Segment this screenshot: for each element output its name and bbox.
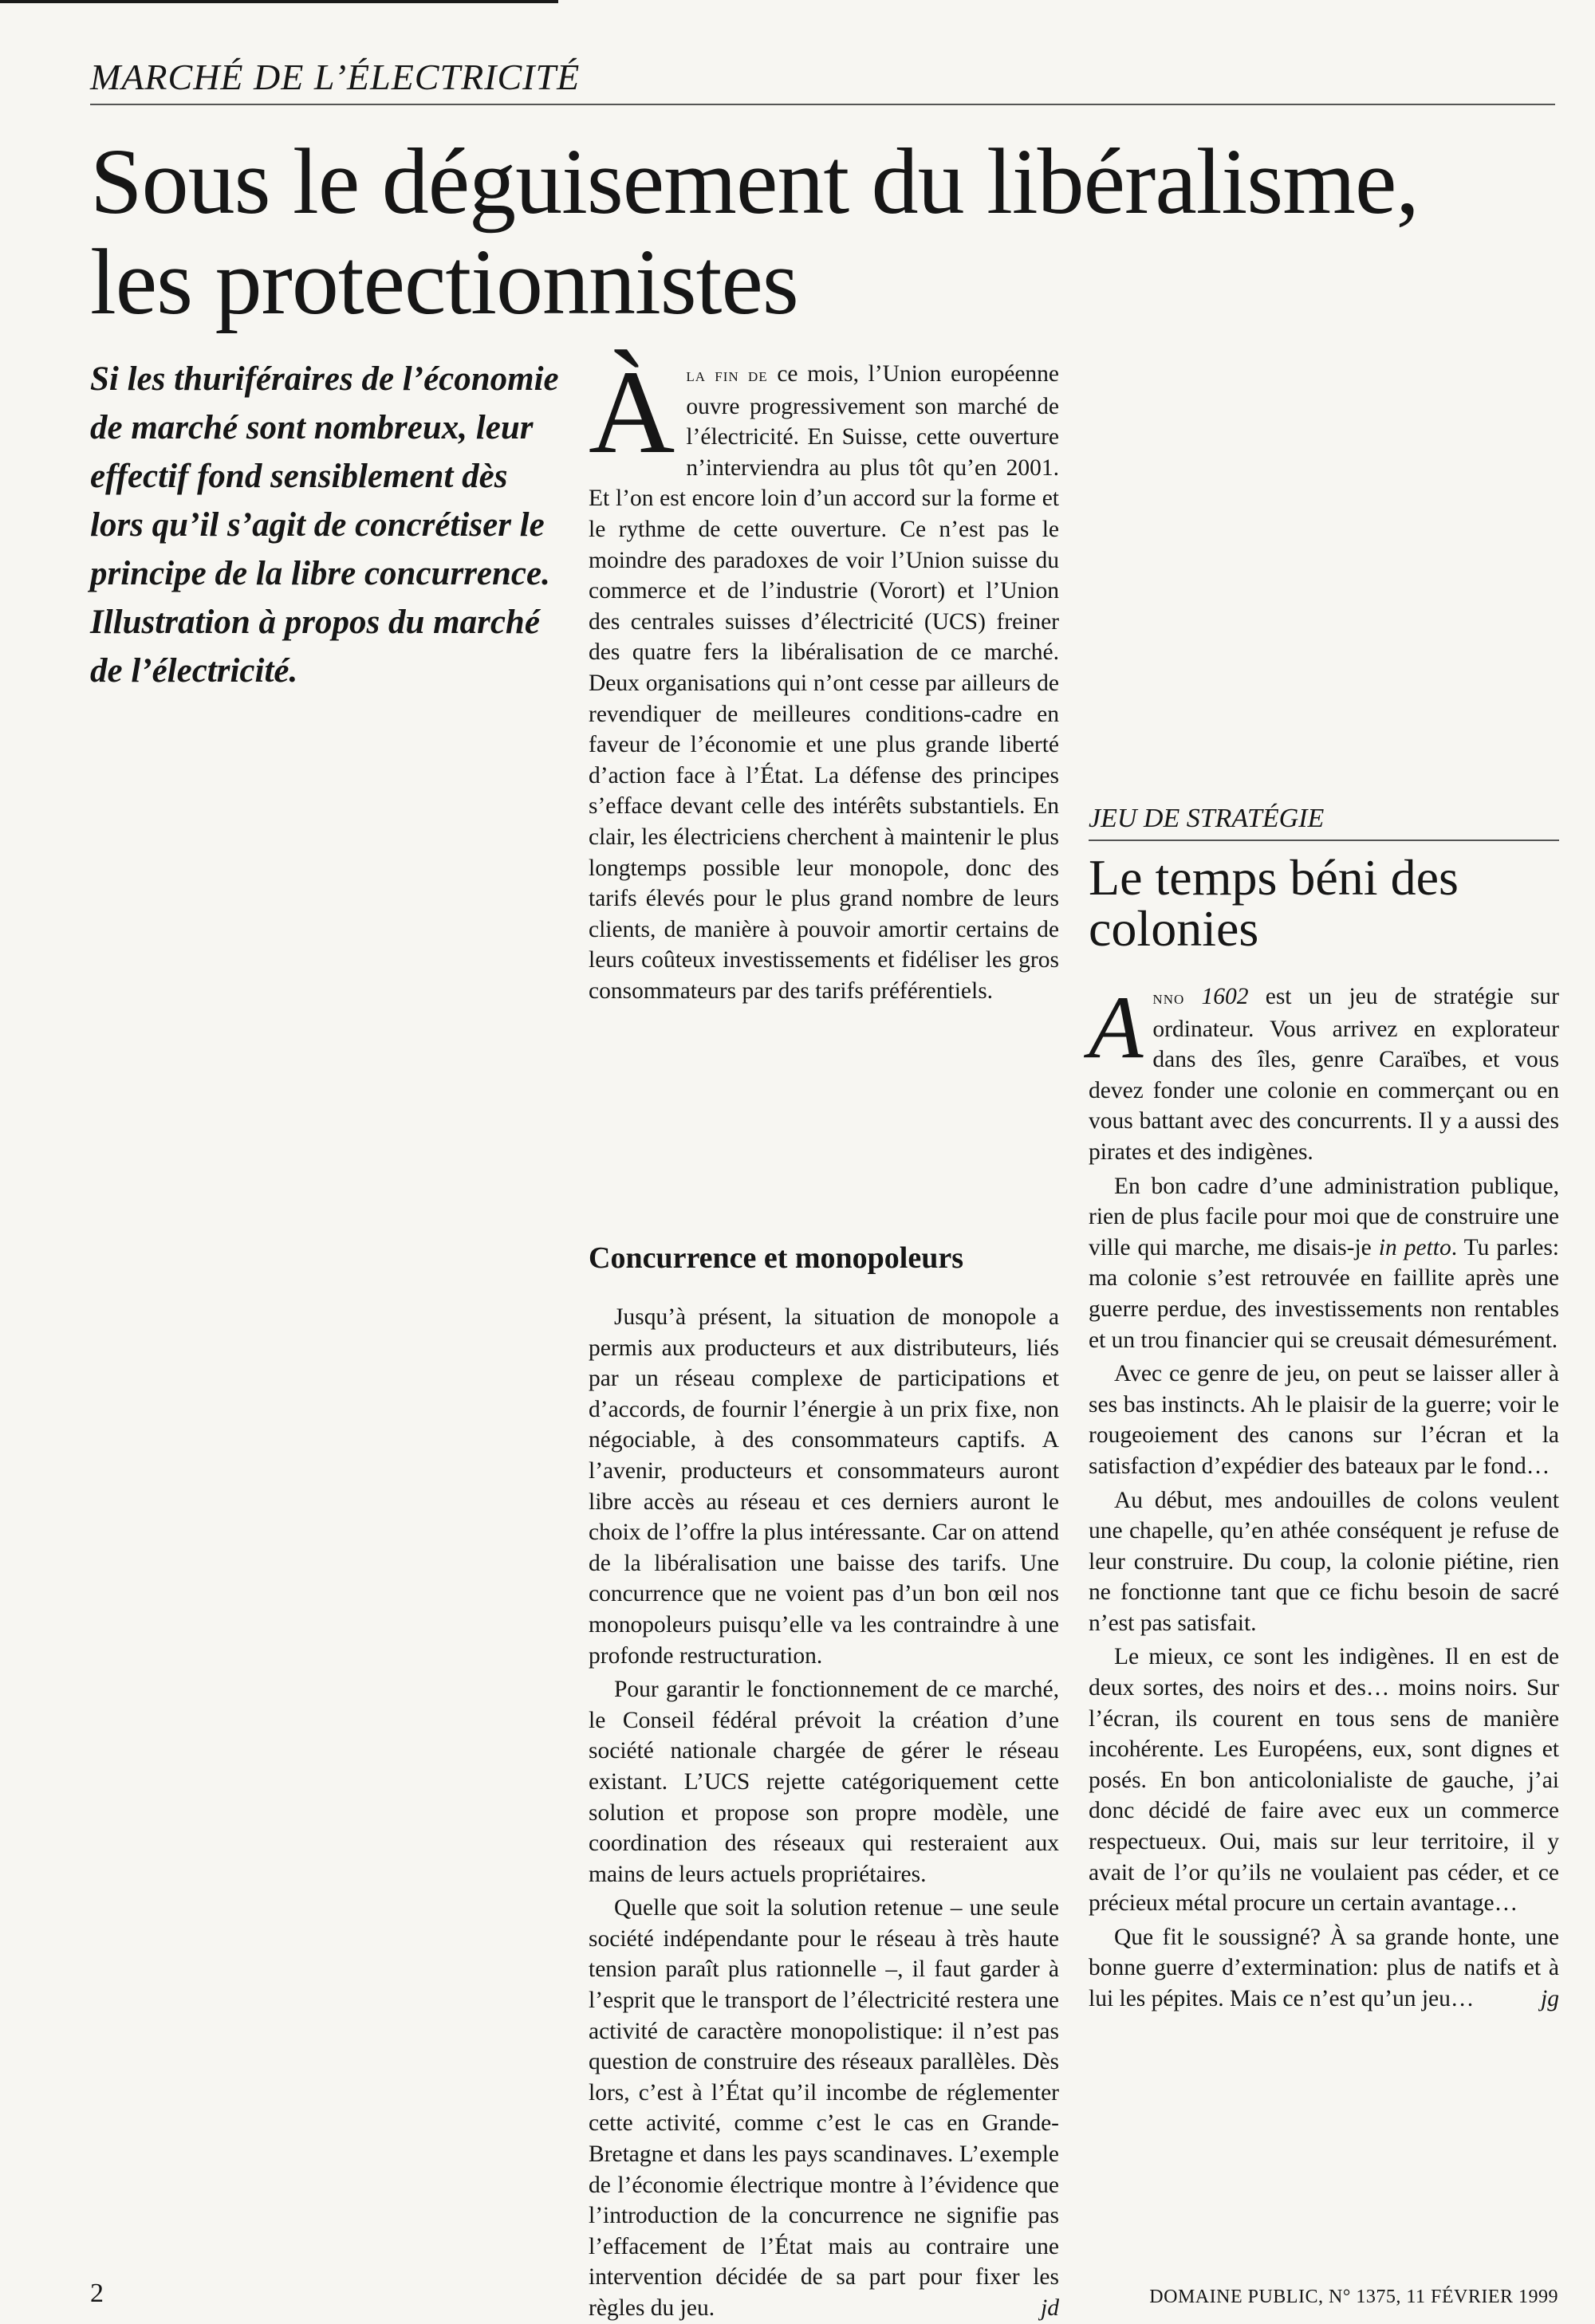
article2-title: Le temps béni des colonies [1089,849,1459,957]
headline-line-2: les protectionnistes [90,230,798,334]
article2-p6-text: Que fit le soussigné? À sa grande honte, une bonne guerre d’extermination: plus de natifs et à lui les pépites. Mais ce n’est qu’un jeu… [1089,1924,1559,2011]
section-kicker: MARCHÉ DE L’ÉLECTRICITÉ [90,56,1555,105]
article2-paragraph-5: Le mieux, ce sont les indigènes. Il en est de deux sortes, des noirs et des… moins noirs. Sur l’écran, ils courent en tous sens de manière incohérente. Les Européens, eux, sont dignes et posés. En bon anticolonialiste de gauche, j’ai donc décidé de faire avec eux un commerce respectueux. Oui, mais sur leur territoire, il y avait de l’or qu’ils ne voulaient pas céder, et ce précieux métal procure un certain avantage… [1089,1644,1559,1917]
article1-paragraph-1 [589,346,1060,1006]
article-column-3 [1089,801,1559,2015]
article1-paragraph-3: Pour garantir le fonctionnement de ce marché, le Conseil fédéral prévoit la création d’une société nationale chargée de gérer le réseau existant. L’UCS rejette catégoriquement cette solution et propose son propre modèle, une coordination des réseaux qui resteraient aux mains de leurs actuels propriétaires. [589,1677,1059,1887]
article2-p2-italic: in petto [1378,1234,1451,1260]
publication-footer: DOMAINE PUBLIC, N° 1375, 11 FÉVRIER 1999 [1149,2287,1558,2307]
dropcap-2: A [1089,978,1144,1077]
article2-paragraph-1 [1089,978,1559,1168]
article1-p1-text: ce mois, l’Union européenne ouvre progressivement son marché de l’électricité. En Suisse, cette ouverture n’interviendra au plus tôt qu’en 2001. Et l’on est encore loin d’un accord sur la forme et le rythme de cette ouverture. Ce n’est pas le moindre des paradoxes de voir l’Union suisse du commerce et de l’industrie (Vorort) et l’Union des centrales suisses d’électricité (UCS) freiner des quatre fers la libéralisation de ce marché. Deux organisations qui n’ont cesse par ailleurs de revendiquer de meilleures conditions-cadre en faveur de l’économie et une plus grande liberté d’action face à l’État. La défense des principes s’efface devant celle des intérêts substantiels. En clair, les électriciens cherchent à maintenir le plus longtemps possible leur monopole, donc des tarifs élevés pour le plus grand nombre de leurs clients, de manière à pouvoir amortir certains de leurs coûteux investissements et fidéliser les gros consommateurs par des tarifs préférentiels. [589,361,1060,1004]
article-column-2-flow [589,1240,1059,2324]
article1-paragraph-4 [589,1893,1059,2323]
dropcap: À [589,346,675,478]
signature-2: jg [1541,1986,1559,2011]
article2-kicker: JEU DE STRATÉGIE [1089,801,1559,841]
headline-line-1: Sous le déguisement du libéralisme, [90,129,1419,234]
article1-paragraph-2: Jusqu’à présent, la situation de monopole a permis aux producteurs et aux distributeurs, liés par un réseau complexe de participations et d’accords, de fournir l’énergie à un prix fixe, non négociable, à des consommateurs captifs. A l’avenir, producteurs et consommateurs auront libre accès au réseau et ces derniers auront le choix de l’offre la plus intéressante. Car on attend de la libéralisation une baisse des tarifs. Une concurrence que ne voient pas d’un bon œil nos monopoleurs puisqu’elle va les contraindre à une profonde restructuration. [589,1304,1059,1669]
article2-paragraph-4: Au début, mes andouilles de colons veulent une chapelle, qu’en athée conséquent je refuse de leur construire. Du coup, la colonie piétine, rien ne fonctionne tant que ce fichu besoin de sacré n’est pas satisfait. [1089,1487,1559,1636]
article2-paragraph-6 [1089,1922,1559,2015]
opening-small-caps-2: nno [1152,988,1185,1009]
top-rule [0,0,558,3]
article2-paragraph-2 [1089,1171,1559,1356]
signature: jd [1041,2295,1059,2321]
article-column-1 [589,346,1060,1006]
article2-p2-text-a: En bon cadre d’une administration publique, rien de plus facile pour moi que de construire une ville qui marche, me disais-je [1089,1173,1559,1260]
article2-p1-text: est un jeu de stratégie sur ordinateur. Vous arrivez en explorateur dans des îles, genre Caraïbes, et vous devez fonder une colonie en commerçant ou en vous battant avec des concurrents. Il y a aussi des pirates et des indigènes. [1089,984,1559,1165]
subhead: Concurrence et monopoleurs [589,1241,964,1275]
game-title: 1602 [1201,984,1249,1009]
article2-paragraph-3: Avec ce genre de jeu, on peut se laisser aller à ses bas instincts. Ah le plaisir de la guerre; voir le rougeoiement des canons sur l’écran et la satisfaction d’expédier des bateaux par le fond… [1089,1361,1559,1479]
headline [90,129,1573,334]
page-number: 2 [90,2279,104,2308]
opening-small-caps: la fin de [686,365,768,386]
article1-p4-text: Quelle que soit la solution retenue – une seule société indépendante pour le réseau à très haute tension paraît plus rationnelle –, il faut garder à l’esprit que le transport de l’électricité restera une activité de caractère monopolistique: il n’est pas question de construire des réseaux parallèles. Dès lors, c’est à l’État qu’il incombe de réglementer cette activité, comme c’est le cas en Grande-Bretagne et dans les pays scandinaves. L’exemple de l’économie électrique montre à l’évidence que l’introduction de la concurrence ne signifie pas l’effacement de l’État mais au contraire une intervention décidée de sa part pour fixer les règles du jeu. [589,1895,1059,2321]
article2-p2-text-b: . Tu parles: ma colonie s’est retrouvée en faillite après une guerre perdue, des investissements non rentables et un trou financier qui se creusait démesurément. [1089,1234,1560,1353]
lead-paragraph: Si les thuriféraires de l’économie de marché sont nombreux, leur effectif fond sensiblement dès lors qu’il s’agit de concrétiser le principe de la libre concurrence. Illustration à propos du marché de l’électricité. [90,360,559,690]
